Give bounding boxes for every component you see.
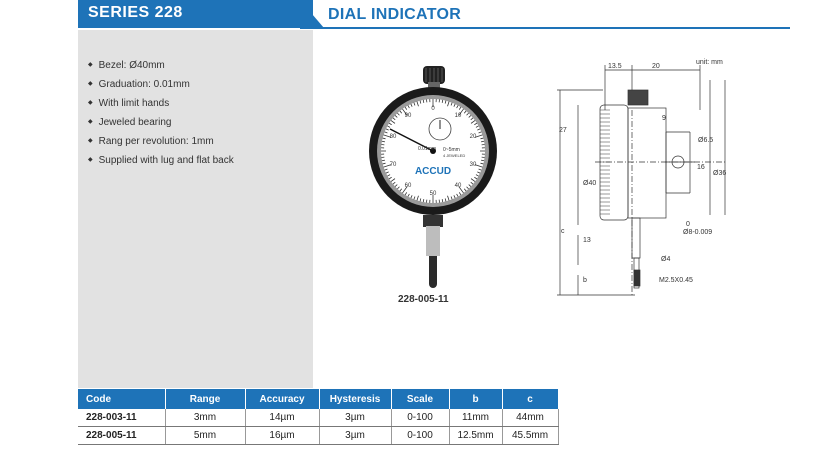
- dial-number: 50: [429, 191, 437, 197]
- table-cell: 0-100: [391, 427, 449, 445]
- feature-item: ◆ Supplied with lug and flat back: [88, 151, 234, 170]
- table-cell: 11mm: [449, 409, 502, 427]
- dim-label: 16: [697, 164, 705, 171]
- table-cell: 228-003-11: [78, 409, 165, 427]
- table-cell: 44mm: [502, 409, 558, 427]
- table-cell: 3µm: [319, 427, 391, 445]
- feature-item: ◆ Jeweled bearing: [88, 113, 234, 132]
- table-cell: 45.5mm: [502, 427, 558, 445]
- dim-label: 27: [559, 127, 567, 134]
- dial-number: 0: [431, 106, 435, 112]
- dial-indicator-image: [368, 64, 498, 289]
- dial-number: 20: [469, 134, 477, 140]
- column-header: Accuracy: [245, 389, 319, 409]
- specs-table: [78, 389, 559, 445]
- page-title: DIAL INDICATOR: [328, 6, 462, 23]
- feature-item: ◆ Bezel: Ø40mm: [88, 56, 234, 75]
- product-caption: 228-005-11: [398, 294, 449, 305]
- column-header: b: [449, 389, 502, 409]
- dim-label: 9: [662, 115, 666, 122]
- table-cell: 3mm: [165, 409, 245, 427]
- table-cell: 14µm: [245, 409, 319, 427]
- dial-number: 10: [454, 113, 462, 119]
- table-row: [78, 409, 558, 427]
- column-header: Range: [165, 389, 245, 409]
- dial-number: 90: [404, 113, 412, 119]
- table-cell: 5mm: [165, 427, 245, 445]
- dim-label: Ø40: [583, 180, 597, 187]
- feature-item: ◆ With limit hands: [88, 94, 234, 113]
- column-header: Scale: [391, 389, 449, 409]
- dim-label: c: [561, 228, 565, 235]
- dial-number: 60: [404, 183, 412, 189]
- dial-brand-logo: ACCUD: [414, 166, 452, 177]
- dim-label: 13: [583, 237, 591, 244]
- table-header-row: [78, 389, 558, 409]
- technical-drawing: [545, 50, 775, 300]
- dim-label: 20: [652, 63, 660, 70]
- table-row: [78, 427, 558, 445]
- dial-number: 70: [389, 162, 397, 168]
- feature-list: [88, 56, 234, 170]
- table-cell: 16µm: [245, 427, 319, 445]
- dim-label: M2.5X0.45: [659, 277, 693, 284]
- dial-number: 30: [469, 162, 477, 168]
- column-header: c: [502, 389, 558, 409]
- table-cell: 228-005-11: [78, 427, 165, 445]
- dim-label: Ø36: [713, 170, 727, 177]
- table-cell: 3µm: [319, 409, 391, 427]
- series-title: SERIES 228: [88, 4, 183, 21]
- column-header: Hysteresis: [319, 389, 391, 409]
- dial-range-text: 0~5mm: [443, 147, 460, 153]
- dial-bearing-text: 4 JEWELED: [443, 153, 466, 158]
- header-divider: [300, 27, 790, 29]
- dim-label: Ø8-0.009: [683, 229, 713, 236]
- column-header: Code: [78, 389, 165, 409]
- dial-number: 80: [389, 134, 397, 140]
- table-cell: 12.5mm: [449, 427, 502, 445]
- table-cell: 0-100: [391, 409, 449, 427]
- dial-graduation-text: 0.01mm: [418, 146, 437, 152]
- feature-item: ◆ Graduation: 0.01mm: [88, 75, 234, 94]
- dim-label: b: [583, 277, 587, 284]
- dim-label: Ø4: [661, 256, 671, 263]
- feature-item: ◆ Rang per revolution: 1mm: [88, 132, 234, 151]
- dim-label: Ø6.5: [698, 137, 714, 144]
- unit-label: unit: mm: [696, 59, 723, 66]
- dial-number: 40: [454, 183, 462, 189]
- dim-label: 0: [686, 221, 690, 228]
- dim-label: 13.5: [608, 63, 622, 70]
